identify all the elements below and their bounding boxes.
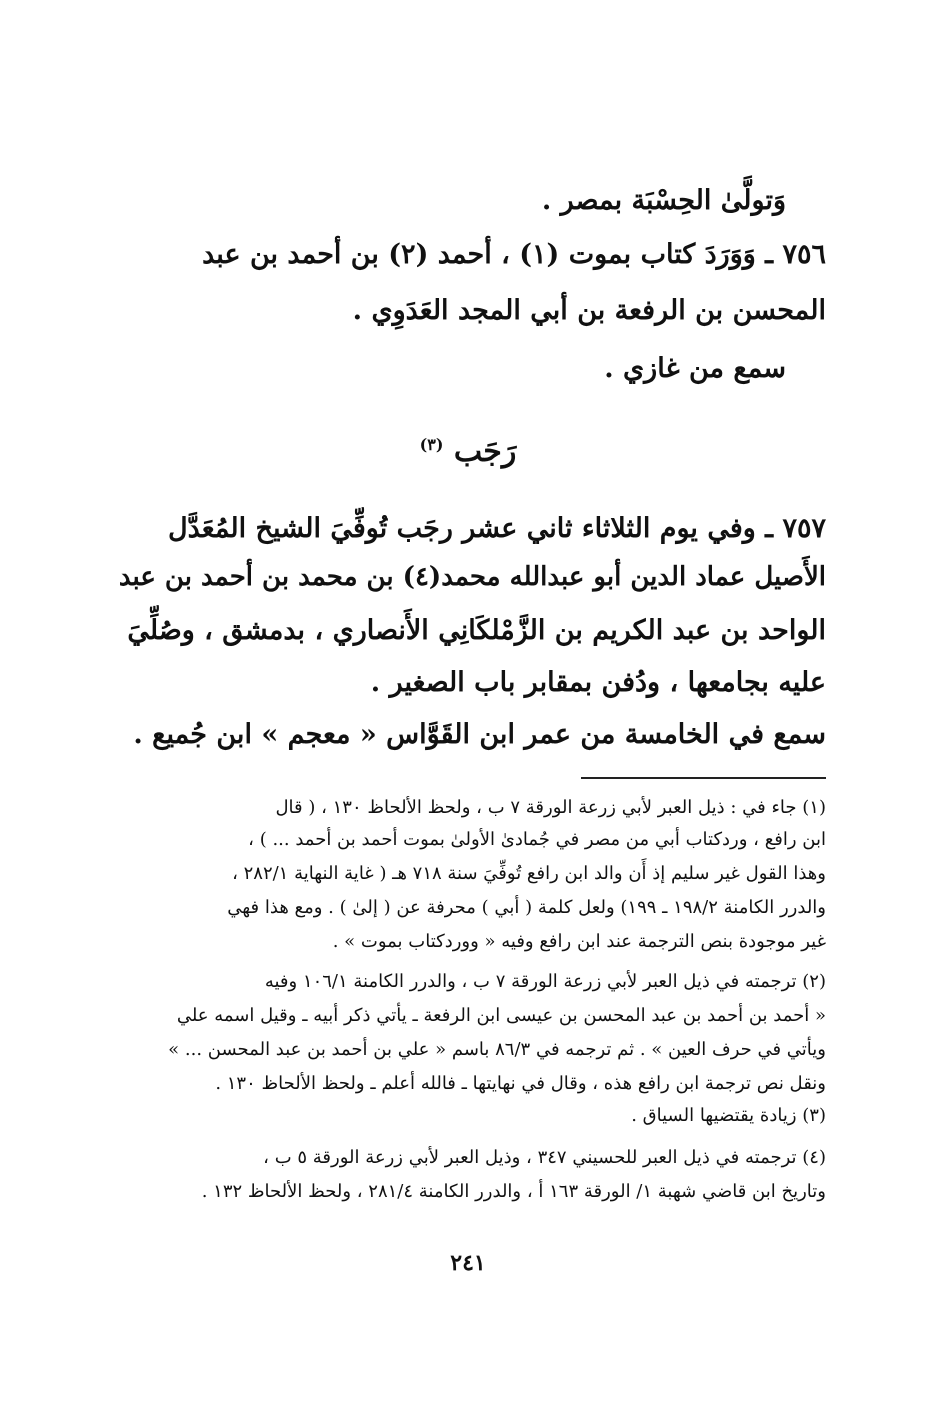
- footnote-1-line: غير موجودة بنص الترجمة عند ابن رافع وفيه « ووردكتاب بموت » .: [332, 931, 826, 952]
- footnote-2-line: ويأتي في حرف العين » . ثم ترجمه في ٨٦/٣ باسم « علي بن أحمد بن عبد المحسن ... »: [168, 1039, 826, 1060]
- footnote-1-line: ابن رافع ، وردكتاب أبي من مصر في جُمادىٰ الأولىٰ بموت أحمد بن أحمد ... ) ،: [248, 829, 826, 850]
- month-heading: [0, 420, 936, 477]
- main-text-line: عليه بجامعها ، ودُفن بمقابر باب الصغير .: [370, 667, 826, 698]
- entry-757-line: ٧٥٧ ـ وفي يوم الثلاثاء ثاني عشر رجَب تُوفِّيَ الشيخ المُعَدَّل: [168, 513, 826, 544]
- footnote-1-line: وهذا القول غير سليم إذ أَن والد ابن رافع تُوفِّيَ سنة ٧١٨ هـ ( غاية النهاية ٢٨٢/١ ،: [232, 863, 826, 884]
- footnote-3-line: (٣) زيادة يقتضيها السياق .: [631, 1105, 826, 1126]
- footnote-separator: [581, 777, 826, 779]
- main-text-line: وَتولَّىٰ الحِسْبَة بمصر .: [541, 185, 786, 216]
- main-text-line: سمع في الخامسة من عمر ابن القَوَّاس « معجم » ابن جُميع .: [133, 719, 826, 750]
- footnote-4-line: وتاريخ ابن قاضي شهبة ١/ الورقة ١٦٣ أ ، والدرر الكامنة ٢٨١/٤ ، ولحظ الألحاظ ١٣٢ .: [201, 1181, 826, 1202]
- footnote-2-line: (٢) ترجمته في ذيل العبر لأبي زرعة الورقة ٧ ب ، والدرر الكامنة ١٠٦/١ وفيه: [264, 971, 826, 992]
- entry-756-line: ٧٥٦ ـ وَوَرَدَ كتاب بموت (١) ، أحمد (٢) بن أحمد بن عبد: [202, 239, 826, 270]
- main-text-line: المحسن بن الرفعة بن أبي المجد العَدَوِي .: [352, 295, 826, 326]
- footnote-2-line: ونقل نص ترجمة ابن رافع هذه ، وقال في نهايتها ـ فالله أعلم ـ ولحظ الألحاظ ١٣٠ .: [215, 1073, 826, 1094]
- page-number: ٢٤١: [450, 1250, 486, 1276]
- footnote-ref: (٣): [419, 435, 444, 454]
- main-text-line: سمع من غازي .: [604, 353, 786, 384]
- main-text-line: الأَصيل عماد الدين أبو عبدالله محمد(٤) بن محمد بن أحمد بن عبد: [118, 562, 826, 592]
- footnote-4-line: (٤) ترجمته في ذيل العبر للحسيني ٣٤٧ ، وذيل العبر لأبي زرعة الورقة ٥ ب ،: [263, 1147, 826, 1168]
- footnote-2-line: « أحمد بن أحمد بن عبد المحسن بن عيسى ابن الرفعة ـ يأتي ذكر أبيه ـ وقيل اسمه علي: [176, 1005, 826, 1026]
- footnote-1-line: (١) جاء في : ذيل العبر لأبي زرعة الورقة ٧ ب ، ولحظ الألحاظ ١٣٠ ، ( قال: [275, 797, 826, 818]
- footnote-1-line: والدرر الكامنة ١٩٨/٢ ـ ١٩٩) ولعل كلمة ( أبي ) محرفة عن ( إلىٰ ) . ومع هذا فهي: [227, 897, 826, 918]
- month-heading-title: رَجَب: [453, 434, 517, 469]
- main-text-line: الواحد بن عبد الكريم بن الزَّمْلكَانِي الأَنصاري ، بدمشق ، وصُلِّيَ: [127, 615, 826, 646]
